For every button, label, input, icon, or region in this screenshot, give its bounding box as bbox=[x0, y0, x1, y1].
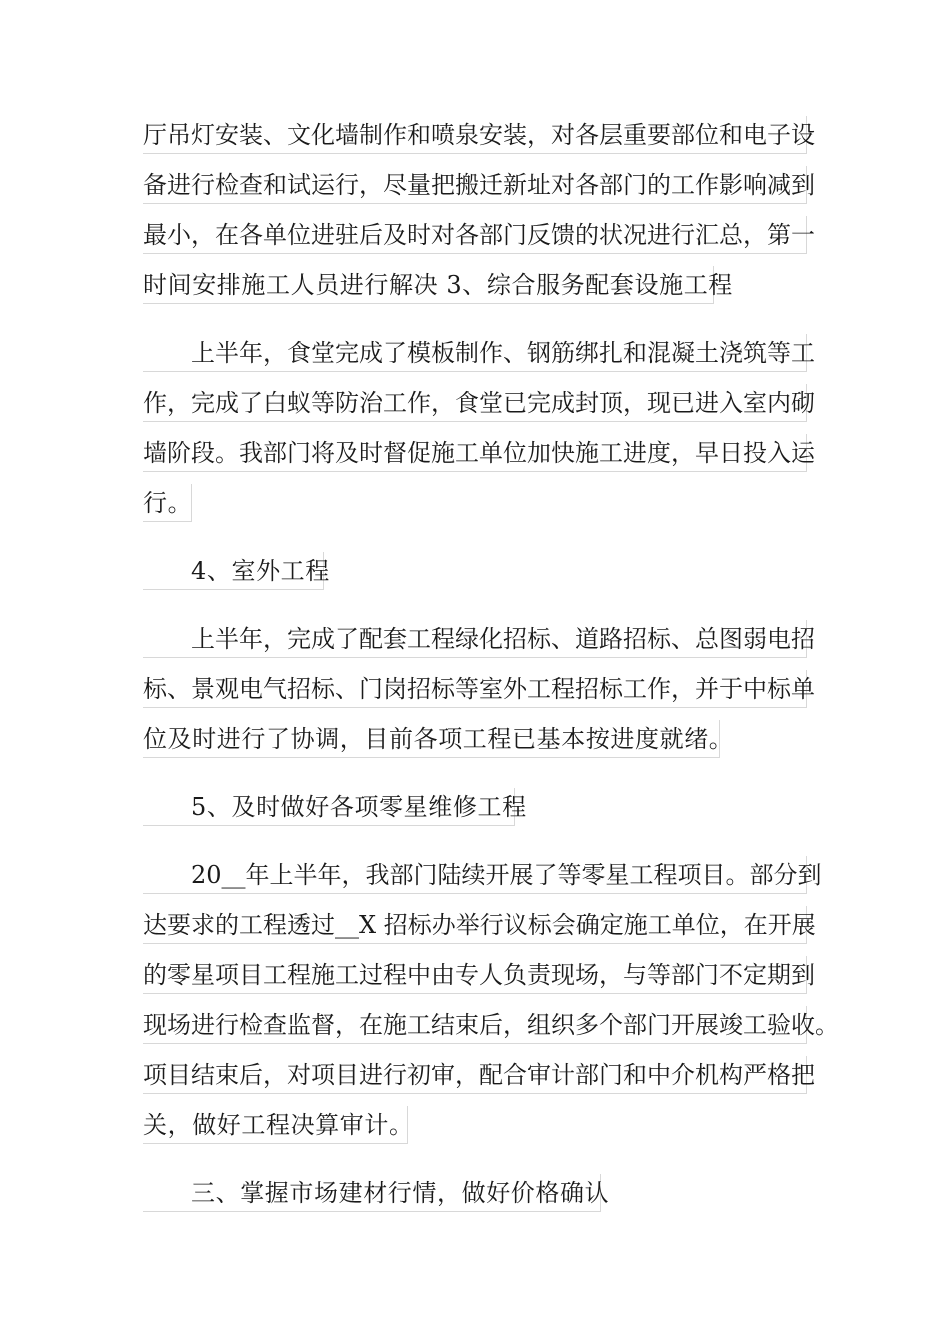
paragraph-1-line-2: 备进行检查和试运行，尽量把搬迁新址对各部门的工作影响减到 bbox=[143, 166, 807, 204]
paragraph-3-line-3: 位及时进行了协调，目前各项工程已基本按进度就绪。 bbox=[143, 720, 720, 758]
paragraph-2-line-2: 作，完成了白蚁等防治工作，食堂已完成封顶，现已进入室内砌 bbox=[143, 384, 807, 422]
paragraph-4-line-5: 项目结束后，对项目进行初审，配合审计部门和中介机构严格把 bbox=[143, 1056, 807, 1094]
section-heading-material-prices: 三、掌握市场建材行情，做好价格确认 bbox=[143, 1174, 601, 1212]
paragraph-2-line-3: 墙阶段。我部门将及时督促施工单位加快施工进度，早日投入运 bbox=[143, 434, 807, 472]
paragraph-4-line-3: 的零星项目工程施工过程中由专人负责现场，与等部门不定期到 bbox=[143, 956, 807, 994]
paragraph-3-line-2: 标、景观电气招标、门岗招标等室外工程招标工作，并于中标单 bbox=[143, 670, 807, 708]
paragraph-4-line-2: 达要求的工程透过__X 招标办举行议标会确定施工单位，在开展 bbox=[143, 906, 807, 944]
section-heading-outdoor-works: 4、室外工程 bbox=[143, 552, 324, 590]
paragraph-3-line-1: 上半年，完成了配套工程绿化招标、道路招标、总图弱电招 bbox=[143, 620, 807, 658]
section-heading-repair-works: 5、及时做好各项零星维修工程 bbox=[143, 788, 515, 826]
paragraph-4-line-1: 20__年上半年，我部门陆续开展了等零星工程项目。部分到 bbox=[143, 856, 807, 894]
paragraph-4-line-4: 现场进行检查监督，在施工结束后，组织多个部门开展竣工验收。 bbox=[143, 1006, 807, 1044]
paragraph-1-line-3: 最小，在各单位进驻后及时对各部门反馈的状况进行汇总，第一 bbox=[143, 216, 807, 254]
paragraph-1-line-1: 厅吊灯安装、文化墙制作和喷泉安装，对各层重要部位和电子设 bbox=[143, 116, 807, 154]
paragraph-4-line-6: 关，做好工程决算审计。 bbox=[143, 1106, 408, 1144]
paragraph-2-line-4: 行。 bbox=[143, 484, 192, 522]
paragraph-2-line-1: 上半年，食堂完成了模板制作、钢筋绑扎和混凝土浇筑等工 bbox=[143, 334, 807, 372]
paragraph-1-line-4: 时间安排施工人员进行解决 3、综合服务配套设施工程 bbox=[143, 266, 714, 304]
